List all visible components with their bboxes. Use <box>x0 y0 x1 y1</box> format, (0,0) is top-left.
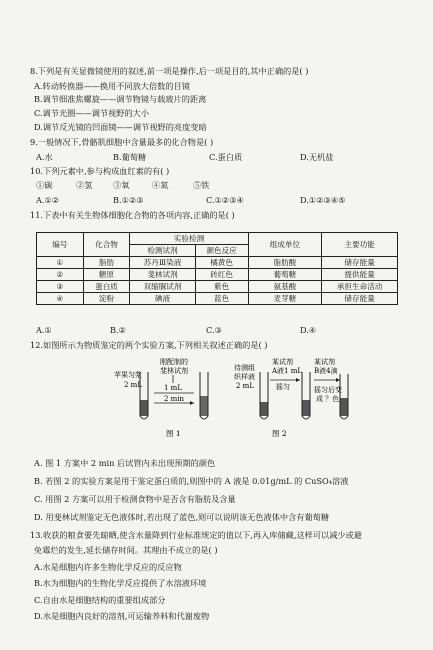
q10-item-4: ④氮 <box>152 180 169 190</box>
fig2-left-label-2: 织样液 <box>234 373 255 381</box>
q11-choice-c: C.③ <box>206 325 222 335</box>
q13-option-b: B.水为细胞内的生物化学反应提供了水溶液环境 <box>34 578 207 588</box>
q10-stem: 10.下列元素中,参与构成血红素的有( ) <box>30 166 170 176</box>
th-number: 编号 <box>37 233 84 257</box>
table-row <box>37 269 398 281</box>
q12-option-c: C. 用图 2 方案可以用于检测食物中是否含有脂肪及含量 <box>34 494 236 504</box>
q10-choice-c: C.①②③④ <box>206 195 244 205</box>
cell: 脂肪酸 <box>248 257 322 269</box>
q9-option-c: C.蛋白质 <box>209 152 243 162</box>
cell: 糖原 <box>83 269 130 281</box>
fig2-b-label-2: B液4滴 <box>314 367 338 375</box>
th-test: 实验检测 <box>130 233 248 245</box>
fig2-after-label-1: 摇匀后变 <box>314 386 342 394</box>
th-compound: 化合物 <box>83 233 130 257</box>
fig2-shake-label: 摇匀 <box>276 383 290 391</box>
q10-choice-a: A.①② <box>36 195 60 205</box>
th-color: 颜色反应 <box>195 245 248 257</box>
cell: 紫色 <box>195 281 248 293</box>
cell: 蓝色 <box>195 293 248 305</box>
fig1-time: 2 min <box>164 395 185 403</box>
fig1-left-label: 苹果匀浆 <box>114 371 142 379</box>
q10-item-3: ③氧 <box>113 180 130 190</box>
cell: 氨基酸 <box>248 281 322 293</box>
figure-1 <box>114 357 208 438</box>
q9-stem: 9.一般情况下,骨骼肌细胞中含量最多的化合物是( ) <box>30 137 214 147</box>
fig1-caption: 图 1 <box>166 429 181 438</box>
fig2-tube-2-liquid <box>303 400 310 416</box>
table-row <box>37 257 398 269</box>
q8-option-a: A.转动转换器——换用不同放大倍数的目镜 <box>34 81 190 91</box>
q11-table <box>36 232 398 305</box>
fig2-a-label-1: 某试剂 <box>272 358 293 366</box>
q10-choice-b: B.①②③ <box>113 195 144 205</box>
cell: 提供能量 <box>322 269 398 281</box>
q12-stem: 12.如图所示为物质鉴定的两个实验方案,下列相关叙述正确的是( ) <box>30 340 268 350</box>
cell: 斐林试剂 <box>130 269 195 281</box>
q12-figure <box>100 352 350 440</box>
q11-stem: 11.下表中有关生物体细胞化合物的各项内容,正确的是( ) <box>30 210 235 220</box>
fig2-b-label-1: 某试剂 <box>314 358 335 366</box>
fig1-arrowhead <box>190 401 194 405</box>
cell: 葡萄糖 <box>248 269 322 281</box>
q8-option-c: C.调节光圈——调节视野的大小 <box>34 108 150 118</box>
fig2-arrowhead-2 <box>336 378 340 382</box>
q12-option-d: D. 用斐林试剂鉴定无色液体时,若出现了蓝色,则可以说明该无色液体中含有葡萄糖 <box>34 512 330 522</box>
q9-option-b: B.葡萄糖 <box>113 152 147 162</box>
cell: ④ <box>37 293 84 305</box>
q13-option-a: A.水是细胞内许多生物化学反应的反应物 <box>34 562 182 572</box>
figure-2 <box>234 357 348 438</box>
fig1-top-label-1: 刚配制的 <box>160 358 188 366</box>
th-unit: 组成单位 <box>248 233 322 257</box>
q10-item-5: ⑤铁 <box>193 180 210 190</box>
cell: 蛋白质 <box>83 281 130 293</box>
q13-stem-line-1: 13.收获的粮食要先晾晒,使含水量降到行业标准规定的值以下,再入库储藏,这样可以减少或避 <box>30 530 362 540</box>
cell: 承担生命活动 <box>322 281 398 293</box>
cell: ③ <box>37 281 84 293</box>
fig1-left-volume: 2 mL <box>124 381 142 389</box>
fig2-tube-3-liquid <box>341 398 348 416</box>
cell: 淀粉 <box>83 293 130 305</box>
fig2-caption: 图 2 <box>272 429 287 438</box>
cell: 橘黄色 <box>195 257 248 269</box>
cell: 砖红色 <box>195 269 248 281</box>
q11-choice-a: A.① <box>36 325 52 335</box>
fig2-tube-1-liquid <box>261 402 268 416</box>
q8-option-b: B.调节细准焦螺旋——调节物镜与载玻片的距离 <box>34 94 207 104</box>
q12-option-a: A. 图 1 方案中 2 min 后试管内未出现预期的颜色 <box>34 458 216 468</box>
cell: 麦芽糖 <box>248 293 322 305</box>
q12-option-b: B. 若图 2 的实验方案是用于鉴定蛋白质的,则图中的 A 液是 0.01g/mL 的 CuSO₄溶液 <box>34 476 349 486</box>
cell: ① <box>37 257 84 269</box>
fig2-left-label-1: 待测组 <box>234 364 255 372</box>
cell: 储存能量 <box>322 293 398 305</box>
q8-option-d: D.调节反光镜的凹面镜——调节视野的亮度变暗 <box>34 122 207 132</box>
table-row <box>37 281 398 293</box>
cell: 碘液 <box>130 293 195 305</box>
fig2-a-label-2: A液1 mL <box>272 367 303 375</box>
q13-stem-line-2: 免霉烂的发生,延长储存时间。其理由不成立的是( ) <box>34 545 218 555</box>
fig1-tube-left-liquid <box>141 400 148 416</box>
fig1-volume: 1 mL <box>164 384 182 392</box>
cell: 储存能量 <box>322 257 398 269</box>
th-function: 主要功能 <box>322 233 398 257</box>
q10-item-2: ②氢 <box>76 180 93 190</box>
q9-option-a: A.水 <box>36 152 53 162</box>
fig2-left-volume: 2 mL <box>236 382 254 390</box>
q11-choice-b: B.② <box>110 325 126 335</box>
q9-option-d: D.无机盐 <box>300 152 334 162</box>
q10-item-1: ①碳 <box>36 180 53 190</box>
table-row <box>37 293 398 305</box>
fig1-tube-right-liquid <box>201 396 208 416</box>
cell: 脂肪 <box>83 257 130 269</box>
th-reagent: 检测试剂 <box>130 245 195 257</box>
q11-choice-d: D.④ <box>300 325 317 335</box>
fig1-top-label-2: 斐林试剂 <box>160 367 188 375</box>
q8-stem: 8.下列是有关显微镜使用的叙述,前一项是操作,后一项是目的,其中正确的是( ) <box>30 66 309 76</box>
q10-choice-d: D.①②③④⑤ <box>300 195 346 205</box>
q13-option-c: C.自由水是细胞结构的重要组成部分 <box>34 595 166 605</box>
cell: 苏丹Ⅲ染液 <box>130 257 195 269</box>
fig2-arrowhead-1 <box>296 378 300 382</box>
cell: 双缩脲试剂 <box>130 281 195 293</box>
q13-option-d: D.水是细胞内良好的溶剂,可运输养料和代谢废物 <box>34 611 210 621</box>
fig2-after-label-2: 成 ？色 <box>316 395 340 403</box>
cell: ② <box>37 269 84 281</box>
